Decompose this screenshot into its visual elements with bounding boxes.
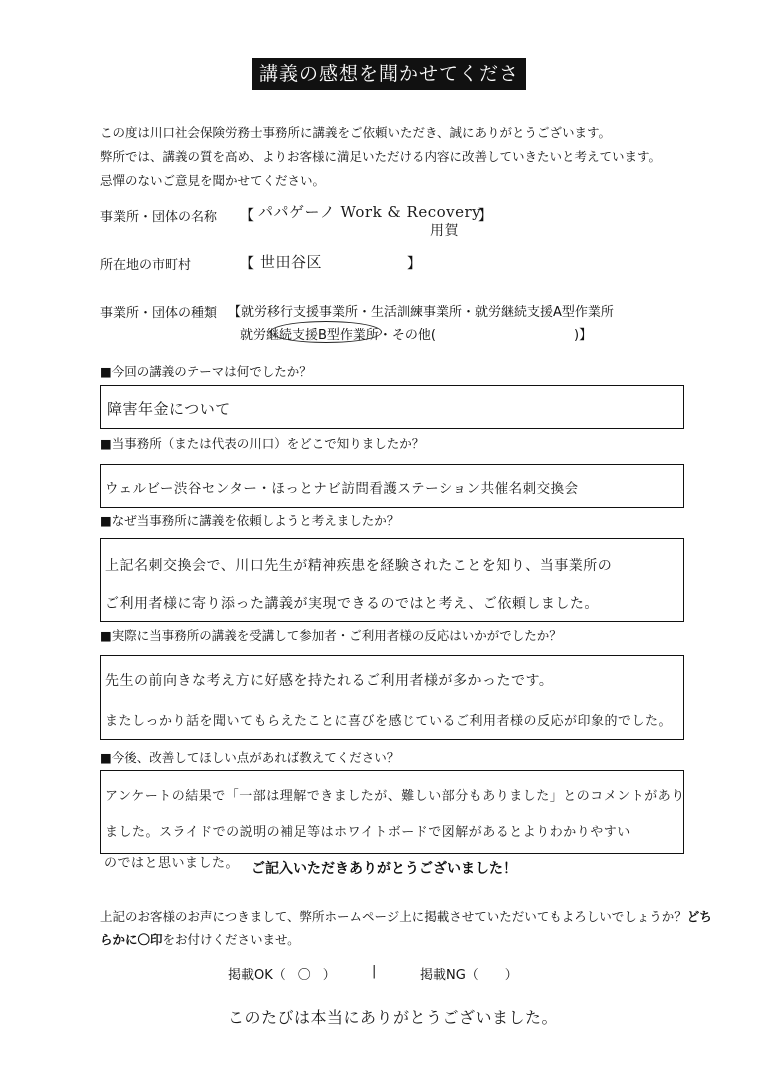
intro-line-1: この度は川口社会保険労務士事務所に講義をご依頼いただき、誠にありがとうございます。 — [100, 125, 612, 140]
org-type-label: 事業所・団体の種類 — [100, 306, 218, 321]
org-name-bracket-close: 】 — [478, 208, 492, 224]
thanks-message: ご記入いただきありがとうございました！ — [251, 861, 517, 877]
consent-which: どち — [686, 909, 712, 924]
consent-instruction: をお付けくださいませ。 — [162, 932, 300, 947]
consent-question: 上記のお客様のお声につきまして、弊所ホームページ上に掲載させていただいてもよろしいでしょうか？ — [100, 909, 687, 924]
answer-2-line-1: ウェルビー渋谷センター・ほっとナビ訪問看護ステーション共催名刺交換会 — [105, 481, 579, 497]
city-bracket-close: 】 — [407, 256, 421, 272]
intro-line-2: 弊所では、講義の質を高め、よりお客様に満足いただける内容に改善していきたいと考えています。 — [100, 149, 662, 164]
city-bracket-open: 【 — [240, 256, 254, 272]
question-3-label: ■なぜ当事務所に講義を依頼しようと考えましたか？ — [100, 513, 400, 528]
answer-4-box[interactable] — [100, 655, 684, 740]
city-label: 所在地の市町村 — [100, 258, 192, 273]
form-title: 講義の感想を聞かせてください — [252, 58, 526, 90]
org-name-value-branch: 用賀 — [430, 223, 459, 239]
publish-separator: | — [372, 964, 377, 979]
org-name-value[interactable]: パパゲーノ Work & Recovery — [258, 203, 482, 221]
answer-5-line-3: のではと思いました。 — [104, 856, 240, 871]
question-4-label: ■実際に当事務所の講義を受講して参加者・ご利用者様の反応はいかがでしたか？ — [100, 628, 562, 643]
answer-4-line-1: 先生の前向きな考え方に好感を持たれるご利用者様が多かったです。 — [105, 673, 554, 689]
selected-option-circle — [270, 321, 382, 343]
question-1-label: ■今回の講義のテーマは何でしたか？ — [100, 364, 312, 379]
org-name-bracket-open: 【 — [240, 208, 254, 224]
answer-3-line-1: 上記名刺交換会で、川口先生が精神疾患を経験されたことを知り、当事業所の — [105, 558, 613, 574]
org-type-options-line1: 【就労移行支援事業所・生活訓練事業所・就労継続支援A型作業所 — [228, 305, 614, 320]
answer-5-line-2: ました。スライドでの説明の補足等はホワイトボードで図解があるとよりわかりやすい — [105, 825, 631, 840]
question-5-label: ■今後、改善してほしい点があれば教えてください？ — [100, 750, 400, 765]
answer-1-line-1: 障害年金について — [107, 400, 231, 418]
answer-3-line-2: ご利用者様に寄り添った講義が実現できるのではと考え、ご依頼しました。 — [105, 596, 599, 612]
closing-handwritten-note: このたびは本当にありがとうございました。 — [228, 1008, 559, 1027]
org-type-options-line2-end: )】 — [574, 328, 593, 343]
consent-text-line-2 — [100, 930, 300, 948]
publish-ok-option[interactable] — [228, 964, 336, 983]
city-value[interactable]: 世田谷区 — [260, 253, 323, 271]
org-name-label: 事業所・団体の名称 — [100, 210, 218, 225]
org-type-options-line2: 就労継続支援B型作業所・その他( — [240, 328, 436, 343]
consent-either: らかに — [100, 932, 138, 947]
consent-text-line-1 — [100, 907, 712, 925]
answer-1-box[interactable] — [100, 385, 684, 429]
consent-circle-mark: 〇印 — [137, 932, 163, 947]
publish-ng-option[interactable]: 掲載NG（ ） — [420, 968, 518, 983]
publish-ok-mark: 〇 — [297, 968, 311, 983]
answer-5-line-1: アンケートの結果で「一部は理解できましたが、難しい部分もありました」とのコメントがあり — [105, 789, 685, 804]
answer-2-box[interactable] — [100, 464, 684, 508]
answer-4-line-2: またしっかり話を聞いてもらえたことに喜びを感じているご利用者様の反応が印象的でした。 — [105, 714, 673, 729]
question-2-label: ■当事務所（または代表の川口）をどこで知りましたか？ — [100, 436, 425, 451]
publish-ok-label: 掲載OK（ — [228, 968, 286, 983]
intro-line-3: 忌憚のないご意見を聞かせてください。 — [100, 173, 326, 188]
publish-ok-close: ） — [322, 968, 336, 983]
answer-5-box[interactable] — [100, 770, 684, 854]
answer-3-box[interactable] — [100, 538, 684, 622]
